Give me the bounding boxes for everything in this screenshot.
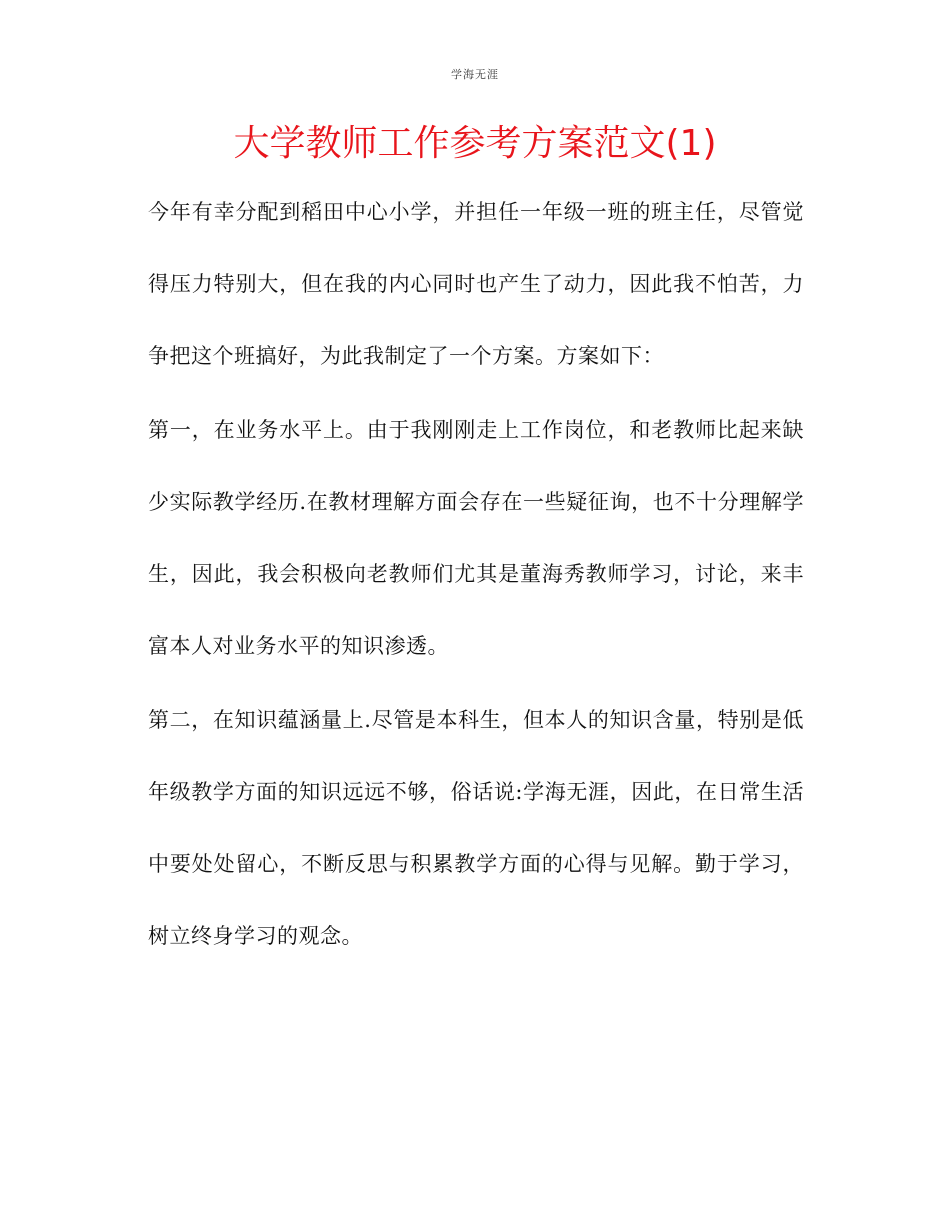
page-header: 学海无涯 [451, 68, 499, 81]
paragraph-intro: 今年有幸分配到稻田中心小学，并担任一年级一班的班主任，尽管觉得压力特别大，但在我的内心同时也产生了动力，因此我不怕苦，力争把这个班搞好，为此我制定了一个方案。方案如下： [148, 200, 804, 368]
document-title: 大学教师工作参考方案范文(1) [233, 123, 717, 164]
document-body [148, 176, 804, 974]
paragraph-second: 第二，在知识蕴涵量上.尽管是本科生，但本人的知识含量，特别是低年级教学方面的知识远远不够，俗话说:学海无涯，因此，在日常生活中要处处留心，不断反思与积累教学方面的心得与见解。勤于学习，树立终身学习的观念。 [148, 708, 804, 948]
paragraph-first: 第一，在业务水平上。由于我刚刚走上工作岗位，和老教师比起来缺少实际教学经历.在教材理解方面会存在一些疑征询，也不十分理解学生，因此，我会积极向老教师们尤其是董海秀教师学习，讨论，来丰富本人对业务水平的知识渗透。 [148, 418, 804, 658]
